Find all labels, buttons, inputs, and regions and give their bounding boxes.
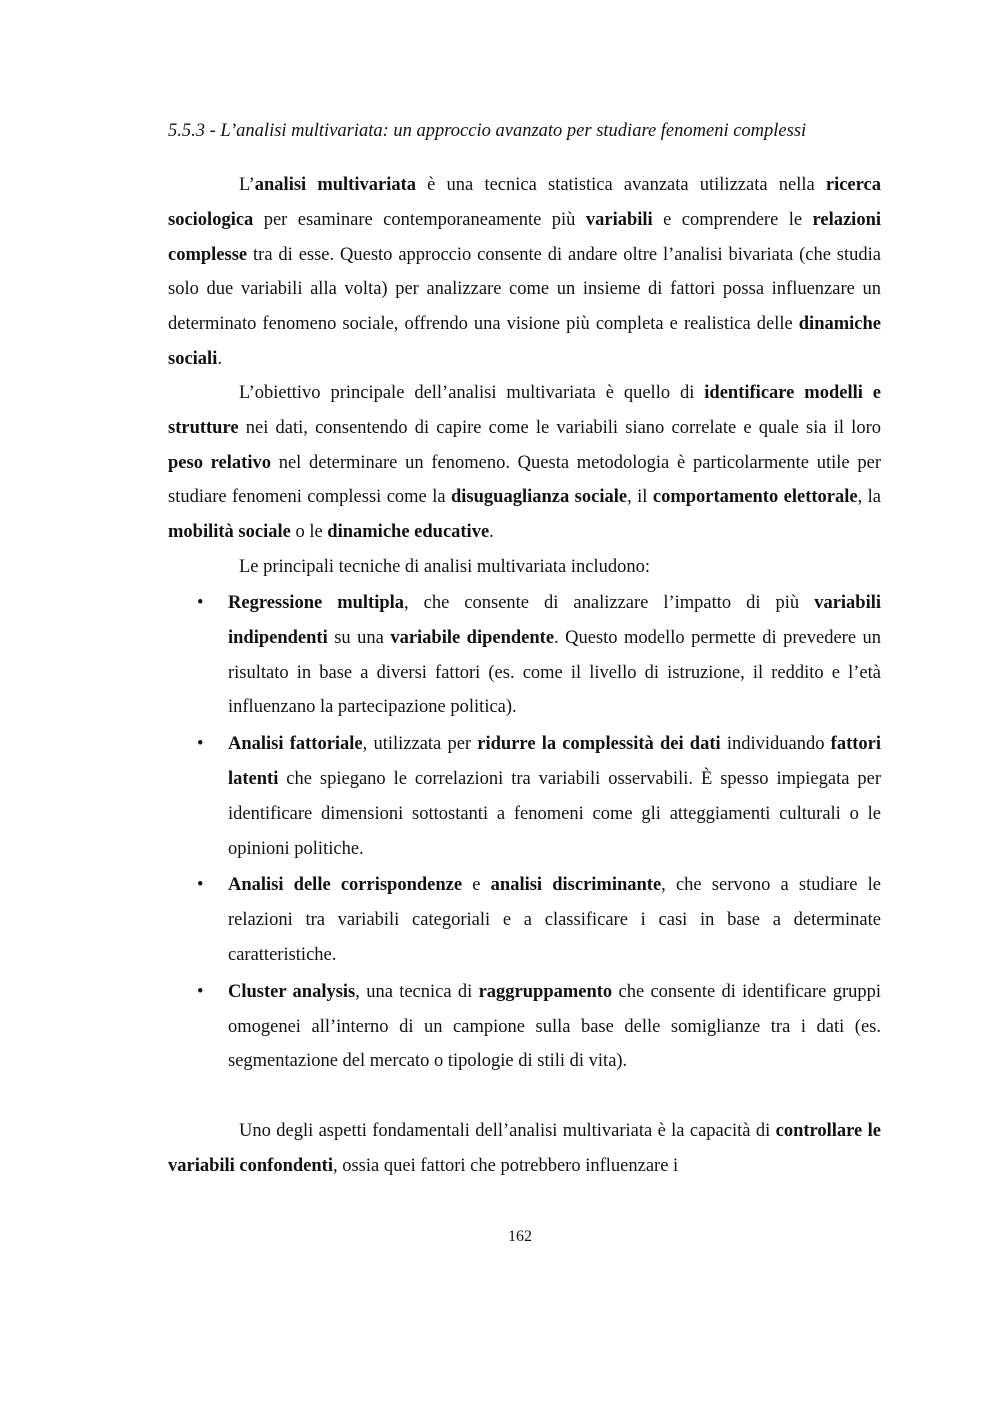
bold-term: peso relativo [168,452,271,473]
text-run: e comprendere le [652,209,813,230]
page-number: 162 [508,1228,532,1245]
bold-term: Analisi fattoriale [228,734,363,755]
bold-term: disuguaglianza sociale [451,487,628,508]
list-item-text [228,982,881,1072]
bold-term: ricerca sociologica [168,175,881,230]
text-run: nei dati, consentendo di capire come le variabili siano correlate e quale sia il loro [238,417,881,438]
text-run: tra di esse. Questo approccio consente di andare oltre l’analisi bivariata (che studia solo due variabili alla volta) per analizzare come un insieme di fattori possa influenzare un determinato fenomeno sociale, offrendo una visione più completa e realistica delle [168,244,881,335]
list-item-text [228,593,881,717]
bold-term: analisi multivariata [254,175,416,195]
text-run: L’ [239,175,255,195]
list-item [168,727,881,866]
bold-term: mobilità sociale [168,522,291,543]
bold-term: fattori latenti [228,734,882,789]
text-run: che consente di identificare gruppi omogenei all’interno di un campione sulla base delle somiglianze tra i dati (es. segmentazione del mercato o tipologie di stili di vita). [228,981,881,1072]
text-run: Uno degli aspetti fondamentali dell’analisi multivariata è la capacità di [239,1121,776,1141]
bold-term: analisi discriminante [490,875,662,896]
text-run: L’obiettivo principale dell’analisi multivariata è quello di [239,383,705,403]
bold-term: variabili indipendenti [228,593,881,648]
bold-term: controllare le variabili confondenti [168,1121,881,1176]
bold-term: comportamento elettorale [652,487,858,508]
bold-term: variabili [585,209,653,230]
list-item-text [228,734,881,858]
bold-term: ridurre la complessità dei dati [477,734,721,755]
bullet-marker: • [197,875,204,896]
paragraph-confounders [168,1114,881,1184]
bold-term: dinamiche sociali [168,314,881,369]
text-run: è una tecnica statistica avanzata utilizzata nella [416,175,826,195]
text-run: Le principali tecniche di analisi multivariata includono: [239,557,650,577]
techniques-list [168,586,881,1081]
bold-term: Analisi delle corrispondenze [228,875,463,896]
list-item-text [228,875,881,965]
text-run: nel determinare un fenomeno. Questa metodologia è particolarmente utile per studiare fenomeni complessi come la [168,452,881,508]
text-run: per esaminare contemporaneamente più [253,209,586,230]
text-run: . [489,522,494,543]
text-run: , che consente di analizzare l’impatto di più [404,593,815,613]
text-run: su una [327,627,391,648]
bullet-marker: • [197,981,204,1002]
bold-term: dinamiche educative [327,522,490,543]
list-item [168,586,881,725]
text-run: che spiegano le correlazioni tra variabili osservabili. È spesso impiegata per identificare dimensioni sottostanti a fenomeni come gli atteggiamenti culturali o le opinioni politiche. [228,768,881,859]
bold-term: relazioni complesse [168,209,881,265]
text-run: , utilizzata per [362,734,478,755]
text-run: , la [857,487,882,508]
bullet-marker: • [197,593,204,613]
bold-term: variabile dipendente [390,627,555,648]
text-run: individuando [720,734,831,755]
text-run: e [462,875,491,896]
text-run: , una tecnica di [355,981,479,1002]
list-item [168,975,881,1079]
section-heading: 5.5.3 - L’analisi multivariata: un approccio avanzato per studiare fenomeni complessi [168,121,807,141]
bold-term: Regressione multipla [228,593,405,613]
paragraph-objective [168,376,881,550]
bold-term: raggruppamento [478,981,613,1002]
paragraph-intro [168,168,881,377]
text-run: . [217,348,222,369]
paragraph-techniques-lead [168,550,881,585]
bold-term: identificare modelli e strutture [168,383,881,438]
text-run: , ossia quei fattori che potrebbero influenzare i [332,1155,679,1176]
text-run: , il [627,487,653,508]
text-run: o le [290,522,328,543]
text-run: , che servono a studiare le relazioni tra variabili categoriali e a classificare i casi in base a determinate caratteristiche. [228,875,881,965]
bullet-marker: • [197,734,204,755]
bold-term: Cluster analysis [228,981,356,1002]
list-item [168,868,881,972]
text-run: . Questo modello permette di prevedere un risultato in base a diversi fattori (es. come il livello di istruzione, il reddito e l’età influenzano la partecipazione politica). [228,627,882,718]
